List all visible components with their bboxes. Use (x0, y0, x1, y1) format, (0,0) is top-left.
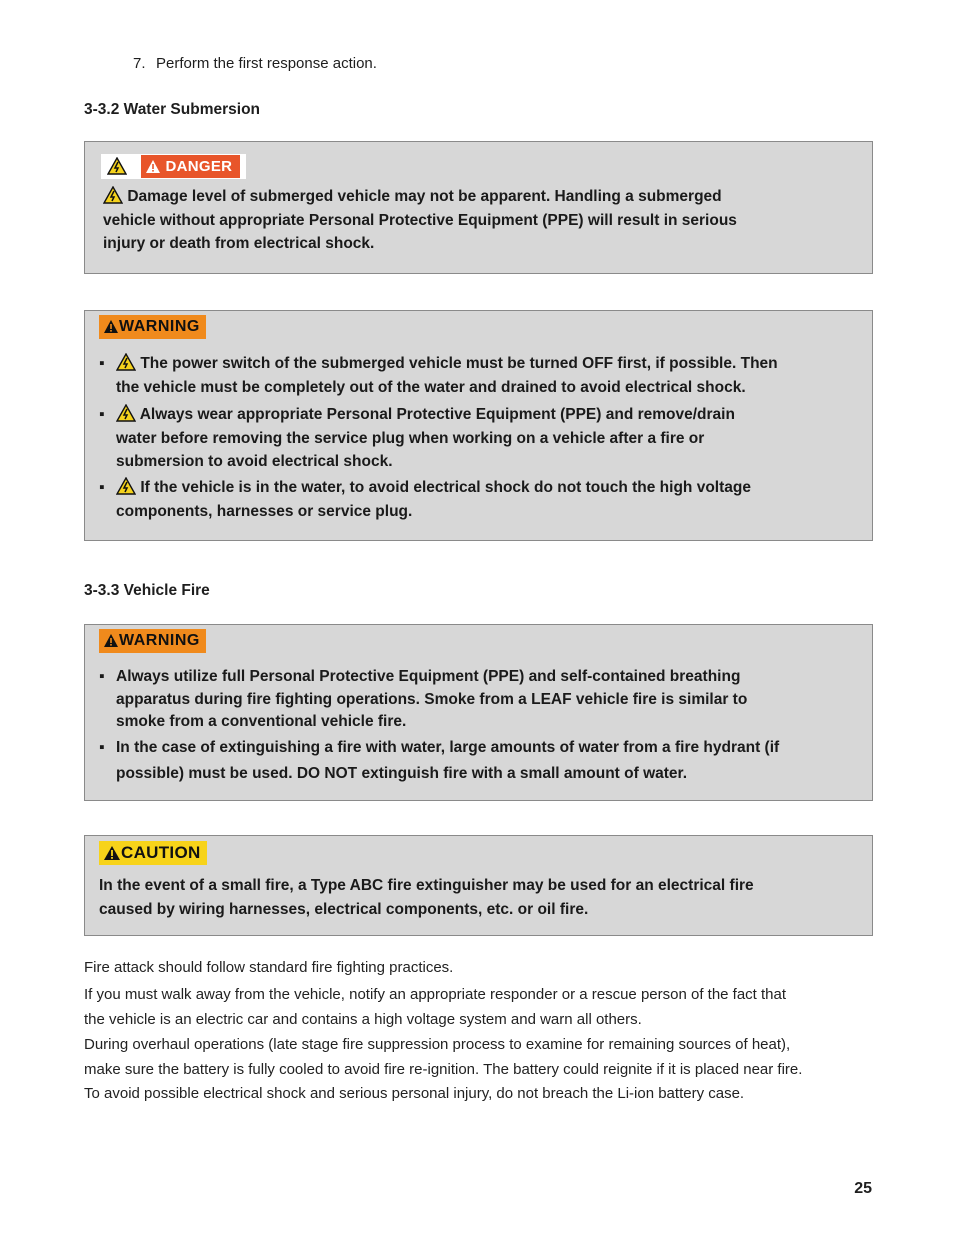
paragraph: Fire attack should follow standard fire fighting practices. (84, 959, 454, 976)
danger-box (84, 141, 873, 274)
section-heading-vehicle-fire: 3-3.3 Vehicle Fire (84, 582, 210, 599)
high-voltage-warning-triangle-icon (116, 404, 136, 422)
high-voltage-warning-triangle-icon (107, 157, 127, 180)
warning-item: ▪ Always utilize full Personal Protective Equipment (PPE) and self-contained breathing apparatus during fire fighting operations. Smoke from a LEAF vehicle fire is similar to smoke from a conventional vehicle fire. (99, 668, 748, 730)
exclamation-triangle-icon (145, 159, 161, 174)
exclamation-triangle-icon (103, 845, 121, 861)
exclamation-triangle-icon (103, 633, 119, 648)
danger-line: injury or death from electrical shock. (103, 235, 375, 252)
high-voltage-warning-triangle-icon (103, 186, 123, 204)
warning-label (99, 629, 206, 653)
section-heading-water-submersion: 3-3.2 Water Submersion (84, 101, 261, 118)
caution-box (84, 835, 873, 936)
paragraph: If you must walk away from the vehicle, notify an appropriate responder or a rescue person of the fact that the vehicle is an electric car and contains a high voltage system and warn all others. (84, 986, 787, 1028)
step-text: Perform the first response action. (156, 55, 377, 72)
step-7 (133, 55, 377, 72)
paragraph: During overhaul operations (late stage fire suppression process to examine for remaining sources of heat), make sure the battery is fully cooled to avoid fire re-ignition. The battery could reignite if it is placed near fire. To avoid possible electrical shock and serious personal injury, do not breach the Li-ion battery case. (84, 1036, 803, 1102)
warning-label (99, 315, 206, 339)
danger-message (103, 185, 868, 256)
danger-label (141, 155, 240, 178)
warning-label-text: WARNING (119, 318, 200, 335)
high-voltage-warning-triangle-icon (116, 353, 136, 371)
danger-line: vehicle without appropriate Personal Protective Equipment (PPE) will result in serious (103, 211, 737, 229)
high-voltage-warning-triangle-icon (116, 477, 136, 495)
caution-message: In the event of a small fire, a Type ABC fire extinguisher may be used for an electrical fire caused by wiring harnesses, electrical components, etc. or oil fire. (99, 877, 754, 918)
warning-item: ▪ The power switch of the submerged vehicle must be turned OFF first, if possible. Then the vehicle must be completely out of the water and drained to avoid electrical shock. (99, 355, 778, 396)
exclamation-triangle-icon (103, 319, 119, 334)
warning-item: ▪ If the vehicle is in the water, to avoid electrical shock do not touch the high voltage components, harnesses or service plug. (99, 479, 751, 520)
warning-item: ▪ Always wear appropriate Personal Protective Equipment (PPE) and remove/drain water before removing the service plug when working on a vehicle after a fire or submersion to avoid electrical shock. (99, 406, 735, 470)
danger-header (101, 154, 246, 179)
caution-label-text: CAUTION (121, 843, 201, 862)
warning-box-submersion (84, 310, 873, 541)
danger-label-text: DANGER (165, 158, 233, 175)
warning-box-fire (84, 624, 873, 801)
danger-line: Damage level of submerged vehicle may not be apparent. Handling a submerged (103, 185, 868, 209)
step-number: 7. (133, 55, 146, 72)
page-number: 25 (854, 1180, 872, 1197)
warning-label-text: WARNING (119, 632, 200, 649)
warning-item: ▪ In the case of extinguishing a fire with water, large amounts of water from a fire hydrant (if possible) must be used. DO NOT extinguish fire with a small amount of water. (99, 739, 780, 782)
caution-label (99, 841, 207, 865)
